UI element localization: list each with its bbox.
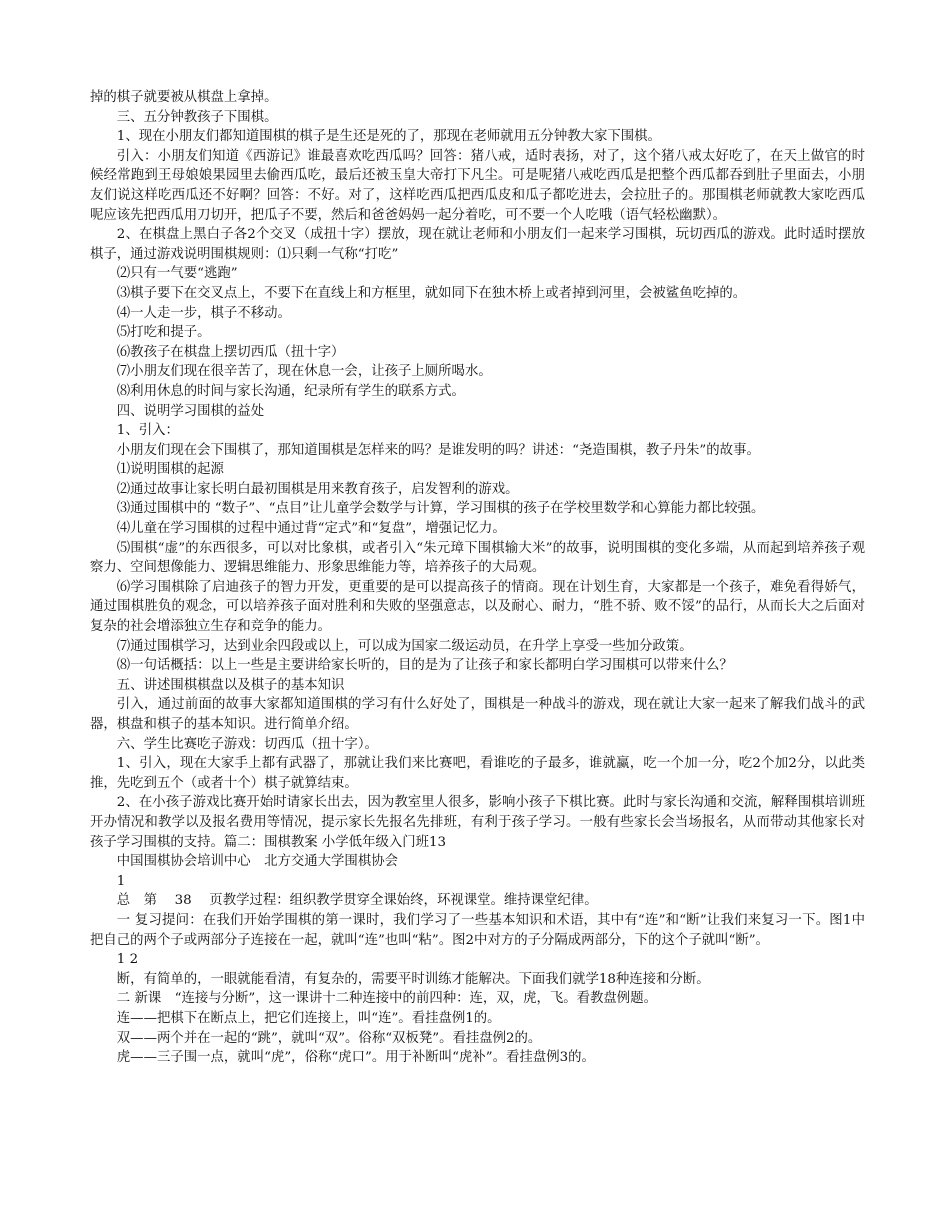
paragraph: 三、五分钟教孩子下围棋。 (116, 109, 278, 125)
paragraph: 1、引入，现在大家手上都有武器了，那就让我们来比赛吧，看谁吃的子最多，谁就赢，吃一个加一分，吃2个加2分，以此类推，先吃到五个（或者十个）棋子就算结束。 (90, 756, 865, 791)
paragraph: ⑵只有一气要“逃跑” (116, 266, 238, 282)
paragraph: 五、讲述围棋棋盘以及棋子的基本知识 (116, 677, 345, 693)
paragraph: 1 (116, 873, 126, 889)
paragraph: ⑻利用休息的时间与家长沟通，纪录所有学生的联系方式。 (116, 383, 465, 399)
paragraph: 二 新课 “连接与分断”，这一课讲十二种连接中的前四种：连，双，虎，飞。看教盘例题。 (116, 991, 657, 1007)
paragraph: ⑹学习围棋除了启迪孩子的智力开发，更重要的是可以提高孩子的情商。现在计划生育，大家都是一个孩子，难免看得娇气，通过围棋胜负的观念，可以培养孩子面对胜利和失败的坚强意志，以及耐心、耐力，“胜不骄、败不馁”的品行，从而长大之后面对复杂的社会增添独立生存和竞争的能力。 (90, 579, 865, 635)
paragraph: ⑵通过故事让家长明白最初围棋是用来教育孩子，启发智利的游戏。 (116, 481, 519, 497)
paragraph: ⑴说明围棋的起源 (116, 462, 224, 478)
paragraph: ⑺小朋友们现在很辛苦了，现在休息一会，让孩子上厕所喝水。 (116, 364, 492, 380)
paragraph: 虎——三子围一点，就叫“虎”，俗称“虎口”。用于补断叫“虎补”。看挂盘例3的。 (116, 1050, 595, 1066)
paragraph: ⑸打吃和提子。 (116, 325, 211, 341)
paragraph: 2、在棋盘上黑白子各2个交叉（成扭十字）摆放，现在就让老师和小朋友们一起来学习围棋，玩切西瓜的游戏。此时适时摆放棋子，通过游戏说明围棋规则：⑴只剩一气称“打吃” (90, 227, 865, 262)
paragraph: ⑹教孩子在棋盘上摆切西瓜（扭十字） (116, 344, 345, 360)
paragraph: 中国围棋协会培训中心 北方交通大学围棋协会 (116, 854, 398, 870)
paragraph: 六、学生比赛吃子游戏：切西瓜（扭十字）。 (116, 736, 378, 752)
paragraph: 总 第 38 页教学过程：组织教学贯穿全课始终，环视课堂。维持课堂纪律。 (116, 893, 598, 909)
document-page (90, 88, 865, 1068)
paragraph: ⑻一句话概括：以上一些是主要讲给家长听的，目的是为了让孩子和家长都明白学习围棋可以带来什么？ (116, 658, 733, 674)
paragraph: 2、在小孩子游戏比赛开始时请家长出去，因为教室里人很多，影响小孩子下棋比赛。此时与家长沟通和交流，解释围棋培训班开办情况和教学以及报名费用等情况，提示家长先报名先排班，有利于孩子学习。一般有些家长会当场报名，从而带动其他家长对孩子学习围棋的支持。篇二：围棋教案 小学低年级入门班13 (90, 795, 865, 850)
paragraph: 引入，通过前面的故事大家都知道围棋的学习有什么好处了，围棋是一种战斗的游戏，现在就让大家一起来了解我们战斗的武器，棋盘和棋子的基本知识。进行简单介绍。 (90, 697, 865, 732)
paragraph: ⑸围棋“虚”的东西很多，可以对比象棋，或者引入“朱元璋下围棋输大米”的故事，说明围棋的变化多端，从而起到培养孩子观察力、空间想像能力、逻辑思维能力、形象思维能力等，培养孩子的大局观。 (90, 540, 865, 576)
paragraph: ⑶棋子要下在交叉点上，不要下在直线上和方框里，就如同下在独木桥上或者掉到河里，会被鲨鱼吃掉的。 (116, 285, 747, 301)
paragraph: 1 2 (116, 952, 139, 968)
paragraph: 四、说明学习围棋的益处 (116, 403, 265, 419)
paragraph: ⑷儿童在学习围棋的过程中通过背“定式”和“复盘”，增强记忆力。 (116, 521, 506, 537)
paragraph: ⑺通过围棋学习，达到业余四段或以上，可以成为国家二级运动员，在升学上享受一些加分政策。 (116, 638, 693, 654)
paragraph: 连——把棋下在断点上，把它们连接上，叫“连”。看挂盘例1的。 (116, 1010, 501, 1026)
paragraph: 小朋友们现在会下围棋了，那知道围棋是怎样来的吗？是谁发明的吗？讲述：“尧造围棋，教子丹朱”的故事。 (116, 442, 760, 458)
paragraph: ⑷一人走一步，棋子不移动。 (116, 305, 291, 321)
paragraph: 1、引入： (116, 423, 179, 439)
paragraph: 双——两个并在一起的“跳”，就叫“双”。俗称“双板凳”。看挂盘例2的。 (116, 1030, 542, 1046)
paragraph: 引入：小朋友们知道《西游记》谁最喜欢吃西瓜吗？回答：猪八戒，适时表扬，对了，这个猪八戒太好吃了，在天上做官的时候经常跑到王母娘娘果园里去偷西瓜吃，最后还被玉皇大帝打下凡尘。可是呢猪八戒吃西瓜是把整个西瓜都吞到肚子里面去，小朋友们说这样吃西瓜还不好啊？回答：不好。对了，这样吃西瓜把西瓜皮和瓜子都吃进去，会拉肚子的。那围棋老师就教大家吃西瓜呢应该先把西瓜用刀切开，把瓜子不要，然后和爸爸妈妈一起分着吃，可不要一个人吃哦（语气轻松幽默）。 (90, 148, 865, 223)
paragraph: 1、现在小朋友们都知道围棋的棋子是生还是死的了，那现在老师就用五分钟教大家下围棋。 (116, 129, 661, 145)
paragraph: 断，有简单的，一眼就能看清，有复杂的，需要平时训练才能解决。下面我们就学18种连接和分断。 (116, 971, 710, 987)
paragraph: 一 复习提问：在我们开始学围棋的第一课时，我们学习了一些基本知识和术语，其中有“连”和“断”让我们来复习一下。图1中把自己的两个子或两部分子连接在一起，就叫“连”也叫“粘”。图2中对方的子分隔成两部分，下的这个子就叫“断”。 (90, 912, 865, 948)
paragraph: ⑶通过围棋中的 “数子”、“点目”让儿童学会数学与计算，学习围棋的孩子在学校里数学和心算能力都比较强。 (116, 501, 765, 517)
paragraph: 掉的棋子就要被从棋盘上拿掉。 (90, 90, 278, 105)
